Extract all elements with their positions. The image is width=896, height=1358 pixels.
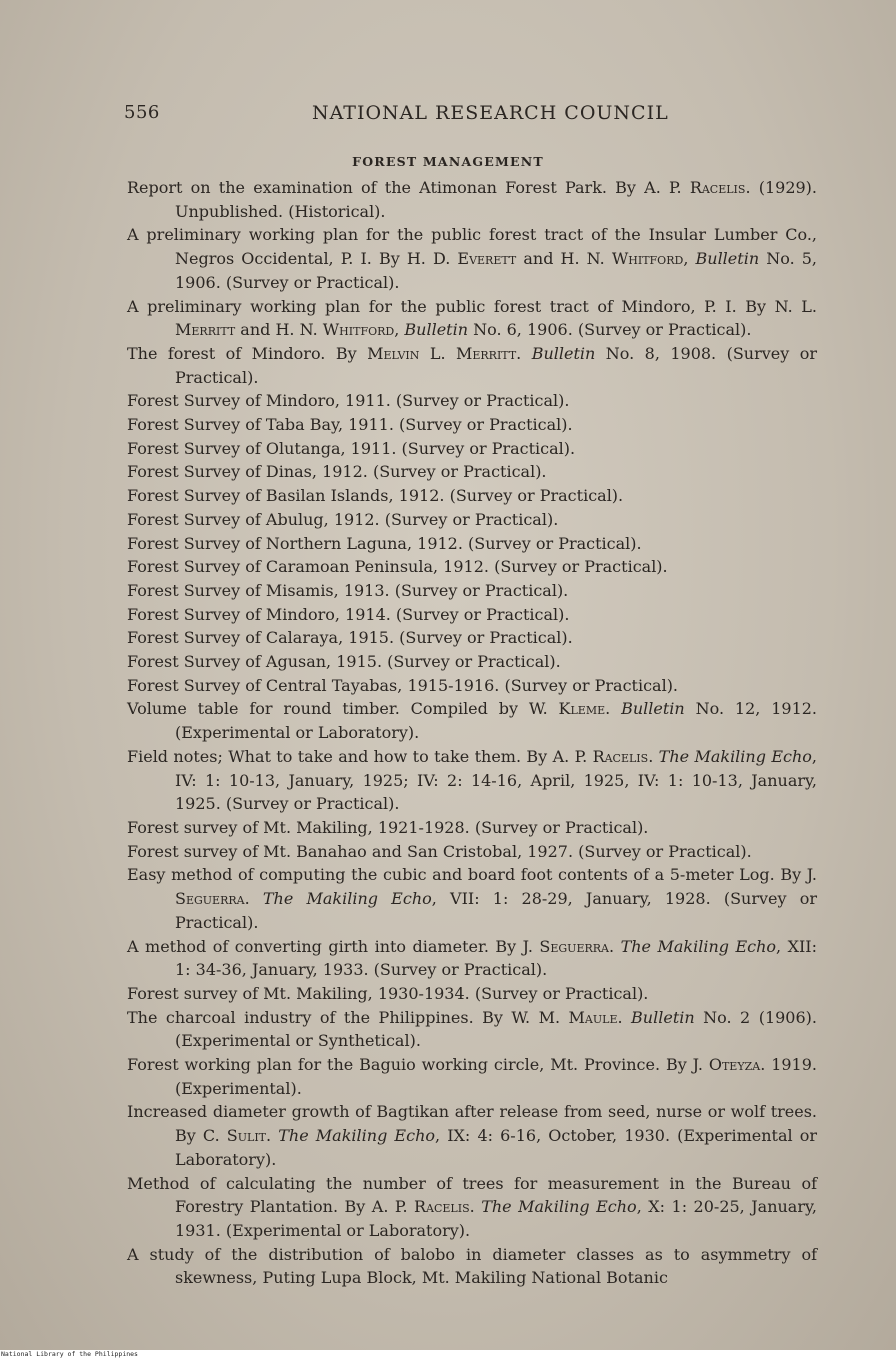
bibliography-entry: Volume table for round timber. Compiled by W. Kleme. Bulletin No. 12, 1912. (Experimental or Laboratory). (127, 699, 818, 743)
author-name: Whitford (322, 320, 395, 340)
author-name: Oteyza (708, 1055, 761, 1075)
publication-title: Bulletin (404, 320, 469, 340)
bibliography-entry: Method of calculating the number of trees for measurement in the Bureau of Forestry Plantation. By A. P. Racelis. The Makiling Echo, X: 1: 20-25, January, 1931. (Experimental or Laboratory). (127, 1173, 817, 1240)
author-name: Seguerra (175, 889, 245, 909)
bibliography-entry: Forest Survey of Calaraya, 1915. (Survey or Practical). (127, 628, 573, 648)
author-name: Everett (457, 249, 517, 269)
publication-title: The Makiling Echo (278, 1126, 436, 1146)
bibliography-entry: Forest working plan for the Baguio working circle, Mt. Province. By J. Oteyza. 1919. (Experimental). (127, 1055, 817, 1098)
bibliography-entry: A method of converting girth into diameter. By J. Seguerra. The Makiling Echo, XII: 1: 34-36, January, 1933. (Survey or Practical). (127, 936, 818, 980)
bibliography-entry: Report on the examination of the Atimonan Forest Park. By A. P. Racelis. (1929). Unpublished. (Historical). (127, 178, 818, 221)
running-head: NATIONAL RESEARCH COUNCIL (312, 102, 669, 124)
author-name: Sulit (226, 1126, 267, 1146)
bibliography-entry: Forest Survey of Dinas, 1912. (Survey or Practical). (127, 462, 547, 482)
publication-title: The Makiling Echo (481, 1197, 637, 1217)
bibliography-entry: Forest Survey of Caramoan Peninsula, 1912. (Survey or Practical). (127, 557, 668, 577)
bibliography-entry: Forest Survey of Mindoro, 1914. (Survey or Practical). (127, 604, 570, 624)
bibliography-entry: Forest survey of Mt. Makiling, 1930-1934. (Survey or Practical). (127, 983, 649, 1003)
bibliography-entry: Forest survey of Mt. Makiling, 1921-1928. (Survey or Practical). (127, 817, 649, 837)
bibliography-entry: The forest of Mindoro. By Melvin L. Merritt. Bulletin No. 8, 1908. (Survey or Practical). (127, 343, 817, 387)
bibliography-entry: Forest Survey of Abulug, 1912. (Survey or Practical). (127, 509, 559, 529)
bibliography-entry: Field notes; What to take and how to take them. By A. P. Racelis. The Makiling Echo, IV: 1: 10-13, January, 1925; IV: 2: 14-16, April, 1925, IV: 1: 10-13, January, 1925. (Survey or Practical). (127, 746, 818, 814)
author-name: Whitford (611, 249, 684, 269)
publication-title: The Makiling Echo (262, 889, 432, 909)
author-name: Melvin L. Merritt (367, 343, 517, 363)
bibliography-entry: Forest Survey of Misamis, 1913. (Survey or Practical). (127, 580, 569, 600)
author-name: Merritt (175, 320, 236, 340)
publication-title: Bulletin (695, 249, 760, 269)
publication-title: Bulletin (531, 343, 596, 363)
author-name: Racelis (689, 178, 746, 197)
bibliography-list (127, 176, 817, 1290)
bibliography-entry: Forest survey of Mt. Banahao and San Cristobal, 1927. (Survey or Practical). (127, 841, 752, 861)
bibliography-entry: Increased diameter growth of Bagtikan after release from seed, nurse or wolf trees. By C. Sulit. The Makiling Echo, IX: 4: 6-16, October, 1930. (Experimental or Laboratory). (127, 1102, 818, 1169)
bibliography-entry: Forest Survey of Agusan, 1915. (Survey or Practical). (127, 652, 561, 672)
author-name: Kleme (558, 699, 606, 719)
bibliography-entry: Forest Survey of Mindoro, 1911. (Survey or Practical). (127, 391, 570, 411)
bibliography-entry: The charcoal industry of the Philippines. By W. M. Maule. Bulletin No. 2 (1906). (Experimental or Synthetical). (127, 1007, 817, 1051)
publication-title: The Makiling Echo (620, 936, 777, 956)
bibliography-entry: A preliminary working plan for the public forest tract of the Insular Lumber Co., Negros Occidental, P. I. By H. D. Everett and H. N. Whitford, Bulletin No. 5, 1906. (Survey or Practical). (127, 225, 818, 292)
footer-credit: National Library of the Philippines (0, 1350, 896, 1358)
bibliography-entry: Easy method of computing the cubic and board foot contents of a 5-meter Log. By J. Seguerra. The Makiling Echo, VII: 1: 28-29, January, 1928. (Survey or Practical). (127, 865, 818, 932)
bibliography-entry: Forest Survey of Northern Laguna, 1912. (Survey or Practical). (127, 533, 642, 553)
author-name: Racelis (414, 1197, 470, 1217)
bibliography-entry: A preliminary working plan for the public forest tract of Mindoro, P. I. By N. L. Merritt and H. N. Whitford, Bulletin No. 6, 1906. (Survey or Practical). (127, 296, 817, 340)
publication-title: The Makiling Echo (658, 746, 812, 766)
page-header (0, 100, 896, 130)
author-name: Seguerra (539, 936, 609, 956)
bibliography-entry: Forest Survey of Central Tayabas, 1915-1916. (Survey or Practical). (127, 675, 679, 695)
section-title: FOREST MANAGEMENT (352, 154, 544, 169)
bibliography-entry: Forest Survey of Olutanga, 1911. (Survey or Practical). (127, 438, 576, 458)
publication-title: Bulletin (631, 1007, 695, 1027)
bibliography-entry: Forest Survey of Taba Bay, 1911. (Survey or Practical). (127, 415, 573, 435)
bibliography-entry: A study of the distribution of balobo in diameter classes as to asymmetry of skewness, Puting Lupa Block, Mt. Makiling National Botanic (127, 1244, 817, 1288)
page-number: 556 (124, 102, 160, 123)
author-name: Maule (568, 1007, 618, 1027)
publication-title: Bulletin (621, 699, 685, 719)
author-name: Racelis (592, 746, 649, 766)
bibliography-entry: Forest Survey of Basilan Islands, 1912. (Survey or Practical). (127, 486, 624, 506)
